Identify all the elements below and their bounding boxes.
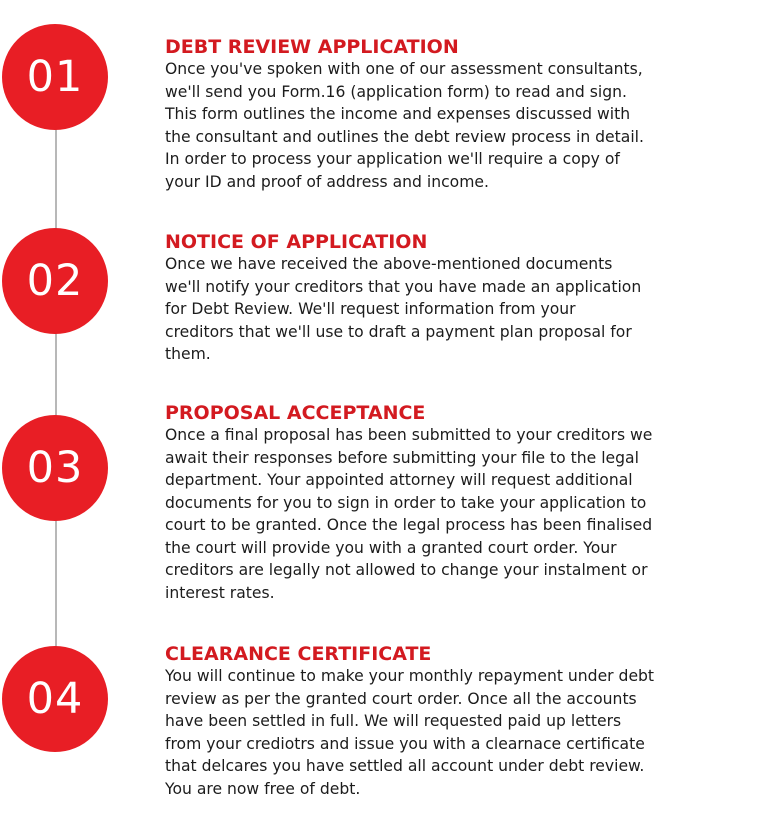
timeline-line bbox=[55, 100, 57, 680]
step-block-1 bbox=[165, 36, 755, 193]
step-number-badge-3 bbox=[2, 415, 108, 521]
step-title-2: NOTICE OF APPLICATION bbox=[165, 231, 428, 253]
step-number-badge-1 bbox=[2, 24, 108, 130]
step-description-2: Once we have received the above-mentioned documents we'll notify your creditors that you have made an application for Debt Review. We'll request information from your creditors that we'll use to draft a payment plan proposal for them. bbox=[165, 255, 642, 363]
step-title-4: CLEARANCE CERTIFICATE bbox=[165, 643, 432, 665]
step-title-3: PROPOSAL ACCEPTANCE bbox=[165, 402, 426, 424]
step-title-1: DEBT REVIEW APPLICATION bbox=[165, 36, 459, 58]
step-block-2 bbox=[165, 231, 755, 366]
step-number-badge-4 bbox=[2, 646, 108, 752]
step-description-4: You will continue to make your monthly repayment under debt review as per the granted court order. Once all the accounts have been settled in full. We will requested paid up letters from your crediotrs and issue you with a clearnace certificate that delcares you have settled all account under debt review. You are now free of debt. bbox=[165, 667, 655, 798]
step-block-3 bbox=[165, 402, 755, 604]
step-block-4 bbox=[165, 643, 755, 800]
step-number-4: 04 bbox=[26, 674, 84, 724]
step-number-badge-2 bbox=[2, 228, 108, 334]
step-number-2: 02 bbox=[26, 256, 84, 306]
step-description-3: Once a final proposal has been submitted to your creditors we await their responses before submitting your file to the legal department. Your appointed attorney will request additional documents for you to sign in order to take your application to court to be granted. Once the legal process has been finalised the court will provide you with a granted court order. Your creditors are legally not allowed to change your instalment or interest rates. bbox=[165, 426, 653, 602]
step-description-1: Once you've spoken with one of our assessment consultants, we'll send you Form.16 (application form) to read and sign. This form outlines the income and expenses discussed with the consultant and outlines the debt review process in detail. In order to process your application we'll require a copy of your ID and proof of address and income. bbox=[165, 60, 644, 191]
step-number-1: 01 bbox=[26, 52, 84, 102]
step-number-3: 03 bbox=[26, 443, 84, 493]
